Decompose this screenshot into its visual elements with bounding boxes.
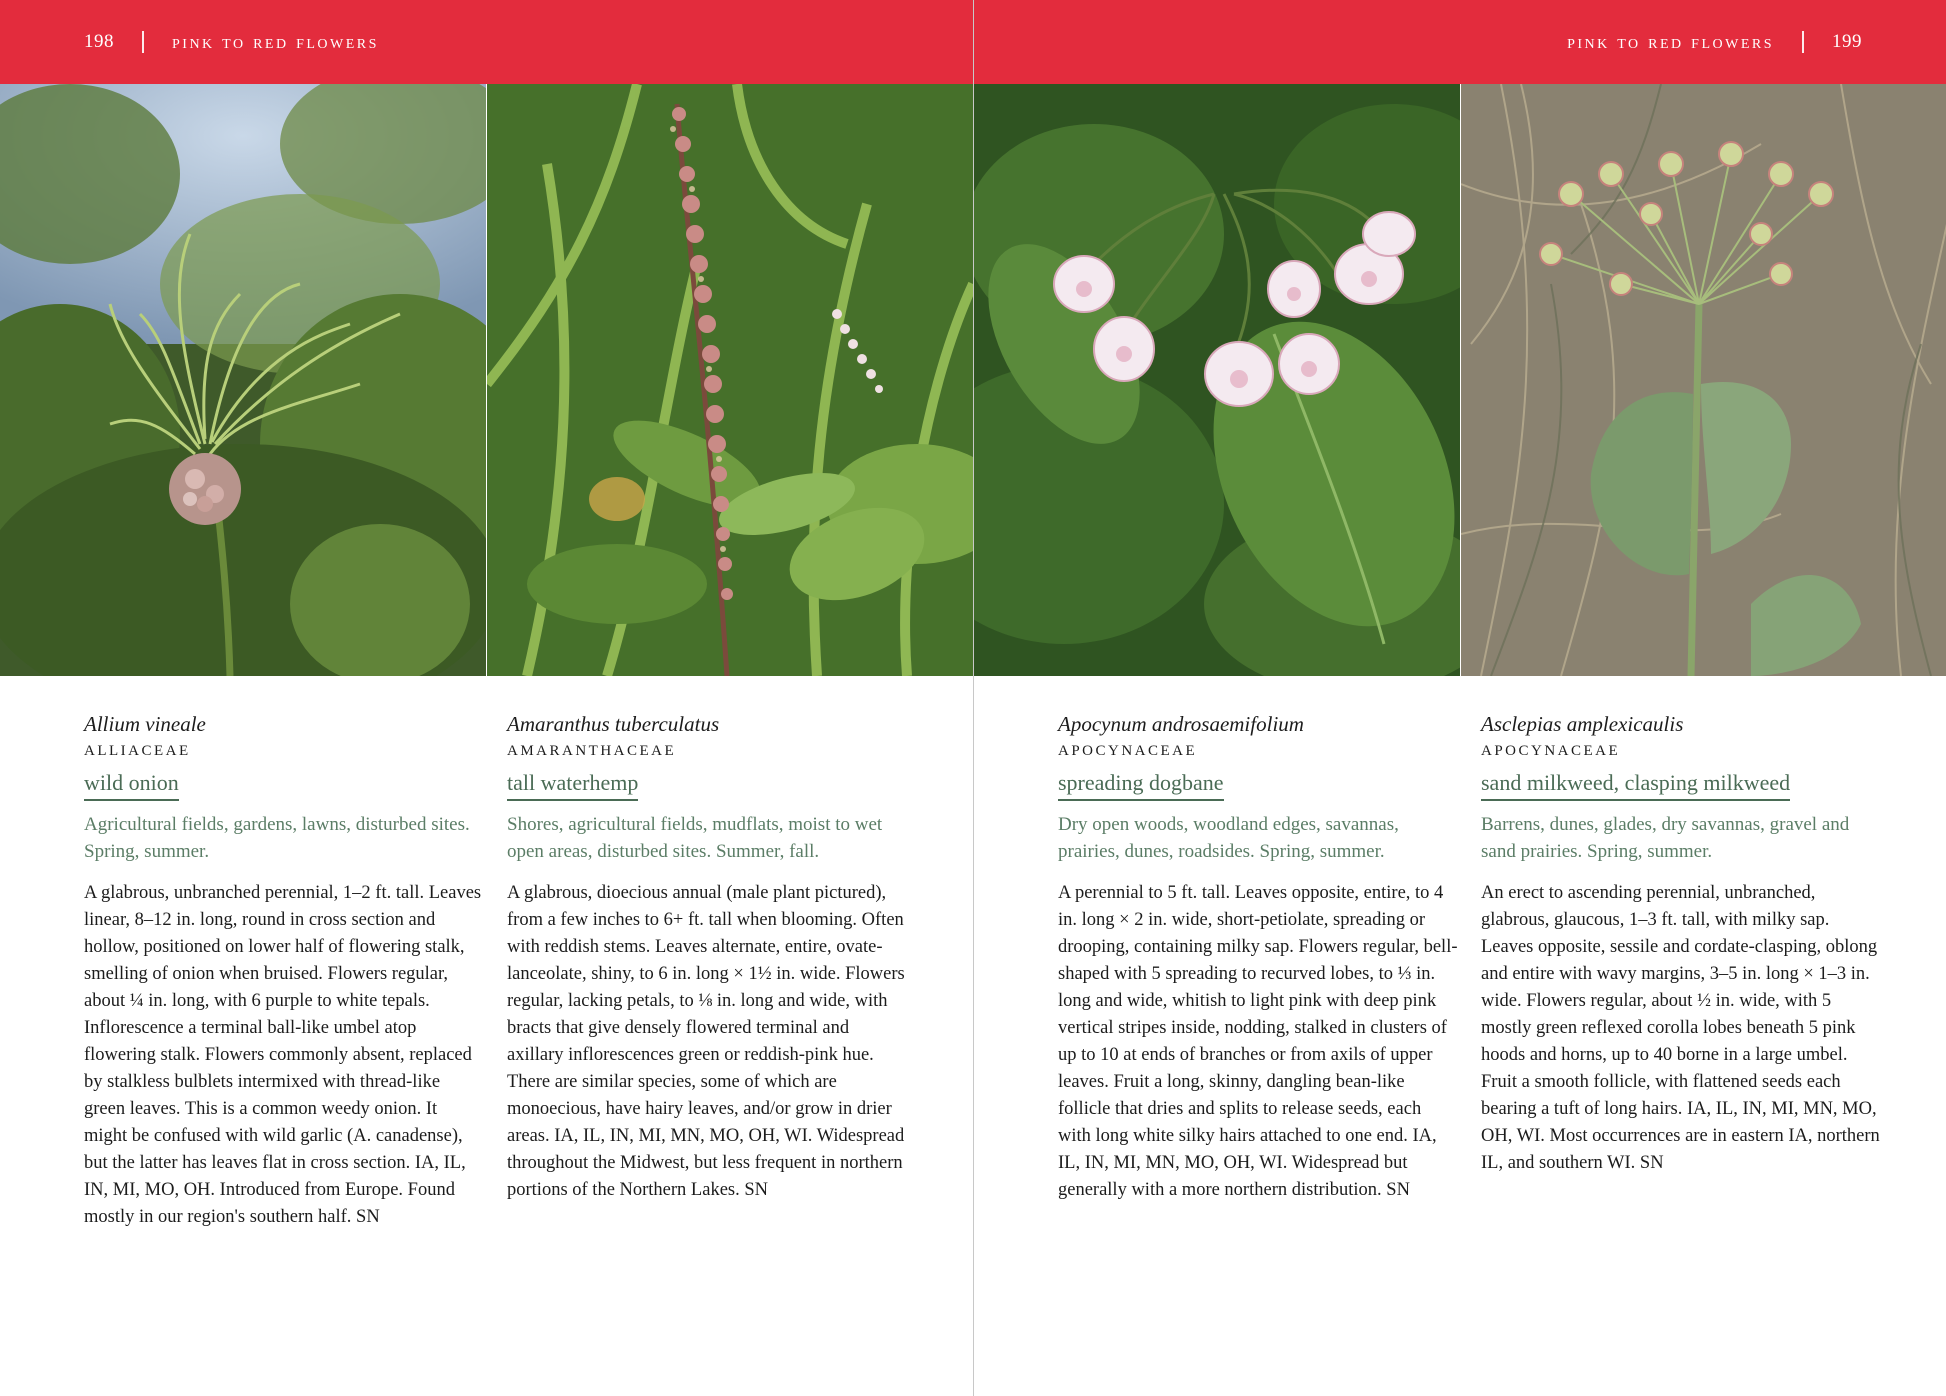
habitat-text: Shores, agricultural fields, mudflats, moist to wet open areas, disturbed sites. Summer, fall. <box>507 814 883 862</box>
section-title: pink to red flowers <box>172 30 379 53</box>
photo-wild-onion <box>0 84 486 676</box>
page-header <box>974 0 1946 84</box>
photo-sand-milkweed <box>1461 84 1946 676</box>
scientific-name: Amaranthus tuberculatus <box>507 712 720 736</box>
page-number: 199 <box>1832 31 1862 52</box>
habitat-text: Dry open woods, woodland edges, savannas, prairies, dunes, roadsides. Spring, summer. <box>1058 814 1399 862</box>
description-text: An erect to ascending perennial, unbranched, glabrous, glaucous, 1–3 ft. tall, with milky sap. Leaves opposite, sessile and cordate-clasping, oblong and entire with wavy margins, 3–5 in. long × 1–3 in. wide. Flowers regular, about ½ in. wide, with 5 mostly green reflexed corolla lobes beneath 5 pink hoods and horns, up to 40 borne in a large umbel. Fruit a smooth follicle, with flattened seeds each bearing a tuft of long hairs. IA, IL, IN, MI, MN, MO, OH, WI. Most occurrences are in eastern IA, northern IL, and southern WI. SN <box>1481 883 1880 1173</box>
habitat-text: Agricultural fields, gardens, lawns, disturbed sites. Spring, summer. <box>84 814 470 862</box>
description-text: A glabrous, unbranched perennial, 1–2 ft. tall. Leaves linear, 8–12 in. long, round in cross section and hollow, positioned on lower half of flowering stalk, smelling of onion when bruised. Flowers regular, about ¼ in. long, with 6 purple to white tepals. Inflorescence a terminal ball-like umbel atop flowering stalk. Flowers commonly absent, replaced by stalkless bulblets intermixed with thread-like green leaves. This is a common weedy onion. It might be confused with wild garlic (A. canadense), but the latter has leaves flat in cross section. IA, IL, IN, MI, MO, OH. Introduced from Europe. Found mostly in our region's southern half. SN <box>84 883 482 1227</box>
page-number: 198 <box>84 31 114 52</box>
photo-tall-waterhemp <box>487 84 973 676</box>
family-name: APOCYNACEAE <box>1058 743 1198 759</box>
family-name: AMARANTHACEAE <box>507 743 677 759</box>
species-entry <box>507 712 907 1204</box>
description-text: A perennial to 5 ft. tall. Leaves opposite, entire, to 4 in. long × 2 in. wide, short-petiolate, spreading or drooping, containing milky sap. Flowers regular, bell-shaped with 5 spreading to recurved lobes, to ⅓ in. long and wide, whitish to light pink with deep pink vertical stripes inside, nodding, stalked in clusters of up to 10 at ends of branches or from axils of upper leaves. Fruit a long, skinny, dangling bean-like follicle that dries and splits to release seeds, each with long white silky hairs attached to one end. IA, IL, IN, MI, MN, MO, OH, WI. Widespread but generally with a more northern distribution. SN <box>1058 883 1458 1200</box>
common-name: tall waterhemp <box>507 770 638 801</box>
section-title: pink to red flowers <box>1567 30 1774 53</box>
species-entry <box>1481 712 1881 1177</box>
header-divider <box>142 31 144 53</box>
right-page <box>974 0 1946 1396</box>
page-header <box>0 0 973 84</box>
habitat-text: Barrens, dunes, glades, dry savannas, gravel and sand prairies. Spring, summer. <box>1481 814 1850 862</box>
common-name: spreading dogbane <box>1058 770 1224 801</box>
common-name: wild onion <box>84 770 179 801</box>
scientific-name: Apocynum androsaemifolium <box>1058 712 1304 736</box>
family-name: APOCYNACEAE <box>1481 743 1621 759</box>
description-text: A glabrous, dioecious annual (male plant pictured), from a few inches to 6+ ft. tall when blooming. Often with reddish stems. Leaves alternate, entire, ovate-lanceolate, shiny, to 6 in. long × 1½ in. wide. Flowers regular, lacking petals, to ⅛ in. long and wide, with bracts that give densely flowered terminal and axillary inflorescences green or reddish-pink hue. There are similar species, some of which are monoecious, have hairy leaves, and/or grow in drier areas. IA, IL, IN, MI, MN, MO, OH, WI. Widespread throughout the Midwest, but less frequent in northern portions of the Northern Lakes. SN <box>507 883 905 1200</box>
header-divider <box>1802 31 1804 53</box>
scientific-name: Allium vineale <box>84 712 206 736</box>
scientific-name: Asclepias amplexicaulis <box>1481 712 1684 736</box>
family-name: ALLIACEAE <box>84 743 191 759</box>
common-name: sand milkweed, clasping milkweed <box>1481 770 1790 801</box>
species-entry <box>84 712 484 1231</box>
photo-spreading-dogbane <box>974 84 1460 676</box>
species-entry <box>1058 712 1458 1204</box>
